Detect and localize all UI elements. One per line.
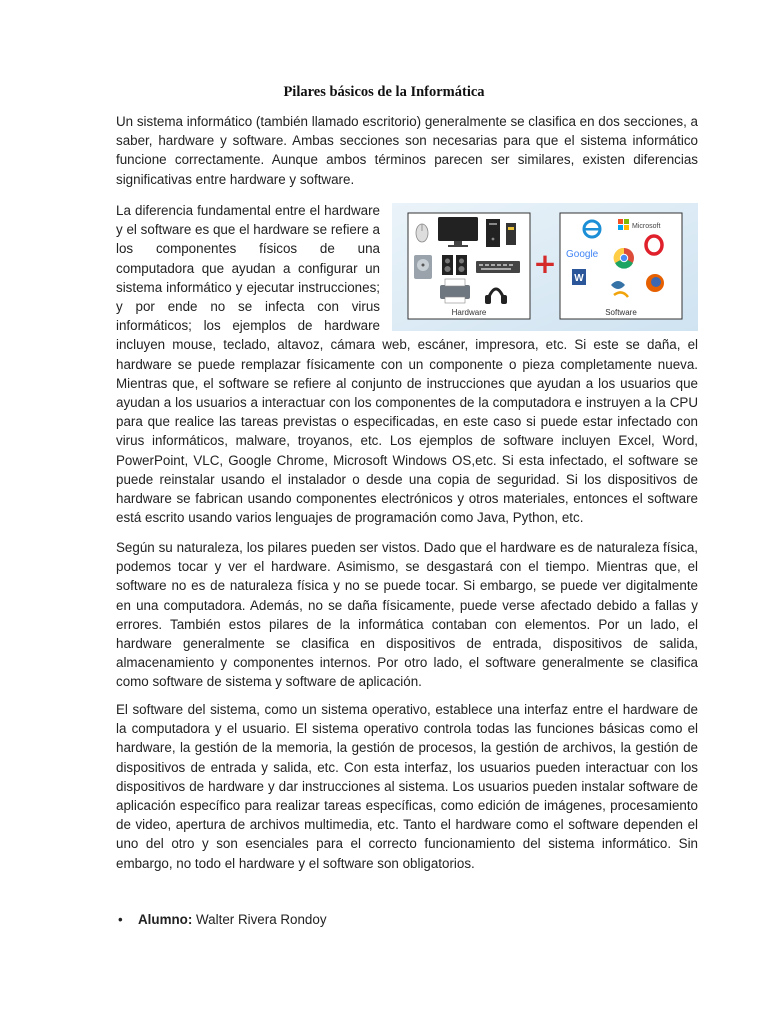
hardware-software-figure xyxy=(392,203,698,331)
firefox-icon xyxy=(646,274,664,292)
google-logo-icon xyxy=(566,249,599,260)
word-icon xyxy=(572,269,586,285)
mouse-icon xyxy=(416,224,428,242)
paragraph-system-software: El software del sistema, como un sistema operativo, establece una interfaz entre el hardware de la computadora y el usuario. El sistema operativo controla todas las funciones básicas como el hardware, la gestión de la memoria, la gestión de procesos, la gestión de archivos, la gestión de dispositivos de entrada y salida, etc. Con esta interfaz, los usuarios pueden interactuar con los dispositivos de hardware y dar instrucciones al sistema. Los usuarios pueden instalar software de aplicación específico para realizar tareas específicas, como edición de imágenes, procesamiento de video, apertura de archivos multimedia, etc. Tanto el hardware como el software dependen el uno del otro y son esenciales para el correcto funcionamiento del sistema informático. Sin embargo, no todo el hardware y el software son obligatorios. xyxy=(116,702,698,871)
svg-text:Microsoft: Microsoft xyxy=(632,223,661,230)
plus-sign: + xyxy=(533,247,557,280)
svg-text:Google: Google xyxy=(566,249,599,260)
ups-icon xyxy=(506,223,516,245)
student-bullet xyxy=(118,912,327,927)
software-caption: Software xyxy=(605,308,637,317)
paragraph-difference xyxy=(116,201,698,527)
student-label: Alumno: xyxy=(138,912,193,927)
keyboard-icon xyxy=(476,261,520,273)
svg-text:W: W xyxy=(574,273,584,284)
paragraph-intro: Un sistema informático (también llamado escritorio) generalmente se clasifica en dos secciones, a saber, hardware y software. Ambas secciones son necesarias para que el sistema informático funcione correctamente. Aunque ambos términos parecen ser similares, existen diferencias significativas entre hardware y software. xyxy=(116,114,699,187)
cpu-tower-icon xyxy=(486,219,500,247)
paragraph-difference-text: La diferencia fundamental entre el hardware y el software es que el hardware se refiere a los componentes físicos de una computadora que ayudan a configurar un sistema informático y ejecutar instrucciones; y por ende no se infecta con virus informáticos; los ejemplos de hardware incluyen mouse, teclado, altavoz, cámara web, escáner, impresora, etc. Si este se daña, el hardware se puede remplazar físicamente con un componente o pieza completamente nueva. Mientras que, el software se refiere al conjunto de instrucciones que ayudan a los usuarios que ayudan a los usuarios a interactuar con los componentes de la computadora e instruyen a la CPU para que realice las tareas previstas o especificadas, en este caso si puede estar infectado con virus informáticos, malware, troyanos, etc. Los ejemplos de software incluyen Excel, Word, PowerPoint, VLC, Google Chrome, Microsoft Windows OS,etc. Si esta infectado, el software se puede reinstalar usando el instalador o desde una copia de seguridad. Si los dispositivos de hardware se fabrican usando componentes electrónicos y otros materiales, entonces el software está escrito usando varios lenguajes de programación como Java, Python, etc. xyxy=(116,203,698,526)
student-name: Walter Rivera Rondoy xyxy=(196,912,327,927)
hard-drive-icon xyxy=(414,255,432,279)
bullet-dot-icon: • xyxy=(118,912,123,927)
paragraph-nature: Según su naturaleza, los pilares pueden ser vistos. Dado que el hardware es de naturaleza física, podemos tocar y ver el hardware. Asimismo, se desgastará con el tiempo. Mientras que, el software no es de naturaleza física y no se puede tocar. Si embargo, se puede ver digitalmente en una computadora. Además, no se daña físicamente, puede verse afectado debido a fallas y errores. También estos pilares de la informática contaban con elementos. Por un lado, el hardware generalmente se clasifica en dispositivos de entrada, dispositivos de salida, almacenamiento y componentes internos. Por otro lado, el software generalmente se clasifica como software de sistema y software de aplicación. xyxy=(116,540,698,690)
hardware-caption: Hardware xyxy=(451,308,487,317)
page-title: Pilares básicos de la Informática xyxy=(283,84,485,100)
